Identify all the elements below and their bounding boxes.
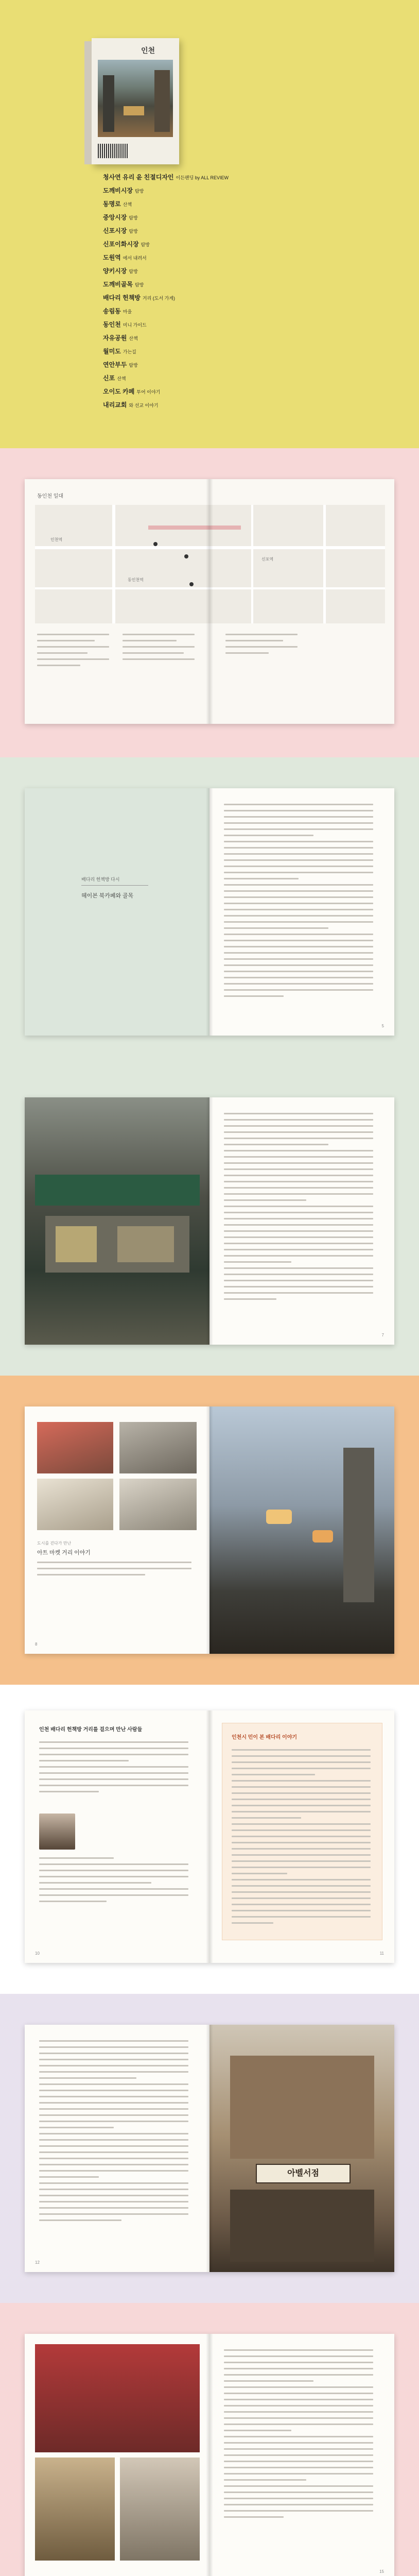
- sign-photo-3: [37, 1479, 113, 1530]
- street-spread: [25, 1097, 394, 1345]
- side-box-kicker: 도시를 걷다가 만난: [37, 1541, 72, 1546]
- sign-photo-4: [119, 1479, 197, 1530]
- interview-left-page: [25, 1710, 210, 1963]
- toc-item-label: 오이도 카페: [103, 388, 135, 395]
- map-legend-mid: [123, 634, 195, 665]
- chapter-left-page: [25, 788, 210, 1036]
- toc-item[interactable]: [103, 360, 319, 374]
- interview-spread: [25, 1710, 394, 1963]
- toc-item[interactable]: [103, 266, 319, 280]
- map-heading: 동인천 일대: [37, 494, 64, 499]
- shelves-body-text: [224, 2349, 373, 2522]
- toc-item[interactable]: [103, 347, 319, 360]
- page-number: 7: [381, 1333, 384, 1337]
- toc-list: [103, 173, 319, 414]
- toc-item-label: 도깨비골목: [103, 281, 133, 288]
- building-band: [0, 1994, 419, 2303]
- page-number: 15: [379, 2569, 384, 2574]
- chapter-band: [0, 757, 419, 1066]
- shelves-photo-top: [35, 2344, 200, 2452]
- toc-item-sub: 거리 (도서 가게): [142, 296, 176, 301]
- toc-item[interactable]: [103, 226, 319, 240]
- sign-spread: [25, 1406, 394, 1654]
- page-number: 10: [35, 1951, 40, 1956]
- map-legend-right: [225, 634, 298, 658]
- street-body-text: [224, 1113, 373, 1304]
- side-box-title: 아트 마켓 거리 이야기: [37, 1550, 91, 1556]
- quote-box: [222, 1723, 382, 1940]
- cover-band: [0, 0, 419, 448]
- toc-item-label: 도원역: [103, 254, 121, 261]
- chapter-body-text: [224, 804, 373, 1002]
- toc-item[interactable]: [103, 293, 319, 307]
- shelves-photo-bottom-left: [35, 2458, 115, 2561]
- toc-item-label: 자유공원: [103, 334, 127, 342]
- toc-item-label: 월미도: [103, 348, 121, 355]
- interview-caption: [39, 1857, 188, 1907]
- book-cover: [92, 38, 179, 164]
- toc-item-label: 송림동: [103, 308, 121, 315]
- shelves-text-page: [210, 2334, 394, 2576]
- map-label: 인천역: [50, 537, 63, 542]
- toc-item-label: 신포시장: [103, 227, 127, 234]
- toc-item-label: 청사연 유리 윤 친절디자인: [103, 174, 174, 181]
- book-spine: [84, 41, 92, 164]
- toc-item-label: 동명로: [103, 200, 121, 208]
- chapter-divider: [81, 885, 148, 886]
- street-photo-page: [25, 1097, 210, 1345]
- map-label: 동인천역: [128, 578, 144, 582]
- page-number: 5: [381, 1024, 384, 1028]
- cover-title: 인천: [141, 47, 155, 55]
- toc-item-sub: 산책: [129, 336, 138, 341]
- cover-photo: [98, 60, 173, 137]
- building-photo-page: [210, 2025, 394, 2272]
- shelves-photo-bottom-right: [120, 2458, 200, 2561]
- side-box: [37, 1540, 197, 1582]
- map-legend-left: [37, 634, 109, 671]
- map-marker[interactable]: [153, 542, 158, 546]
- toc-item-sub: 탐방: [129, 229, 138, 234]
- chapter-title: 헤이븐 북카페와 골목: [81, 893, 134, 899]
- interview-portrait: [39, 1814, 75, 1850]
- toc-item-sub: 에서 내려서: [123, 256, 147, 261]
- toc-item-label: 양키시장: [103, 267, 127, 275]
- toc-item[interactable]: [103, 253, 319, 266]
- toc-item-label: 도깨비시장: [103, 187, 133, 194]
- map-spread: [25, 479, 394, 724]
- building-body-text: [39, 2040, 188, 2226]
- street-band: [0, 1066, 419, 1376]
- toc-item[interactable]: [103, 186, 319, 199]
- toc-item-sub: 탐방: [134, 189, 144, 194]
- shop-sign: 아벨서점: [256, 2164, 351, 2183]
- lantern-photo-page: [210, 1406, 394, 1654]
- quote-box-title: 인천시 민이 본 배다리 이야기: [232, 1735, 298, 1740]
- toc-item-sub: 산책: [123, 202, 132, 207]
- map-label: 신포역: [261, 557, 274, 562]
- toc-item-sub: 가는길: [123, 349, 136, 354]
- interview-question: 인천 배다리 헌책방 거리를 걸으며 만난 사람들: [39, 1727, 143, 1733]
- shelves-band: [0, 2303, 419, 2576]
- page-number: 11: [379, 1951, 384, 1956]
- toc-item[interactable]: [103, 173, 319, 186]
- street-text-page: [210, 1097, 394, 1345]
- toc-item-label: 신포이화시장: [103, 241, 139, 248]
- building-spread: [25, 2025, 394, 2272]
- page-number: 8: [35, 1642, 38, 1647]
- toc-item-sub: 이든팬딩 by ALL REVIEW: [176, 175, 229, 180]
- toc-item-sub: 마을: [123, 309, 132, 314]
- cover-barcode: [98, 144, 129, 158]
- toc-item[interactable]: [103, 213, 319, 226]
- toc-item[interactable]: [103, 387, 319, 400]
- map-band: [0, 448, 419, 757]
- chapter-kicker: 배다리 헌책방 다시: [81, 877, 120, 882]
- toc-item[interactable]: [103, 374, 319, 387]
- toc-item-sub: 산책: [117, 376, 126, 381]
- shelves-spread: [25, 2334, 394, 2576]
- toc-item-label: 배다리 헌책방: [103, 294, 141, 301]
- map-marker[interactable]: [189, 582, 194, 586]
- building-text-page: [25, 2025, 210, 2272]
- toc-item[interactable]: [103, 333, 319, 347]
- toc-item[interactable]: [103, 280, 319, 293]
- interview-body-text: [39, 1741, 188, 1797]
- toc-item[interactable]: [103, 199, 319, 213]
- toc-item[interactable]: [103, 240, 319, 253]
- sign-photo-2: [119, 1422, 197, 1473]
- interview-band: [0, 1685, 419, 1994]
- toc-item-sub: 탐방: [129, 363, 138, 368]
- lantern-photo: [210, 1406, 394, 1654]
- page-number: 12: [35, 2260, 40, 2265]
- toc-item-sub: 탐방: [141, 242, 150, 247]
- toc-item-sub: 투어 이야기: [136, 389, 161, 395]
- toc-item-label: 동인천: [103, 321, 121, 328]
- sign-left-page: [25, 1406, 210, 1654]
- sign-photo-1: [37, 1422, 113, 1473]
- toc-item[interactable]: [103, 400, 319, 414]
- toc-item-sub: 탐방: [129, 215, 138, 221]
- chapter-right-page: [210, 788, 394, 1036]
- toc-item-sub: 와 선교 이야기: [129, 403, 159, 408]
- toc-item-sub: 미니 가이드: [123, 323, 147, 328]
- building-photo: [210, 2025, 394, 2272]
- toc-item-sub: 탐방: [129, 269, 138, 274]
- toc-item-label: 신포: [103, 375, 115, 382]
- interview-right-page: [210, 1710, 394, 1963]
- toc-item[interactable]: [103, 320, 319, 333]
- shelves-photo-page: [25, 2334, 210, 2576]
- street-photo: [25, 1097, 210, 1345]
- toc-item-label: 연안부두: [103, 361, 127, 368]
- toc-item-sub: 탐방: [134, 282, 144, 287]
- toc-item-label: 중앙시장: [103, 214, 127, 221]
- toc-item-label: 내리교회: [103, 401, 127, 409]
- sign-band: [0, 1376, 419, 1685]
- chapter-spread: [25, 788, 394, 1036]
- map-marker[interactable]: [184, 554, 188, 558]
- toc-item[interactable]: [103, 307, 319, 320]
- quote-box-body: [232, 1749, 371, 1928]
